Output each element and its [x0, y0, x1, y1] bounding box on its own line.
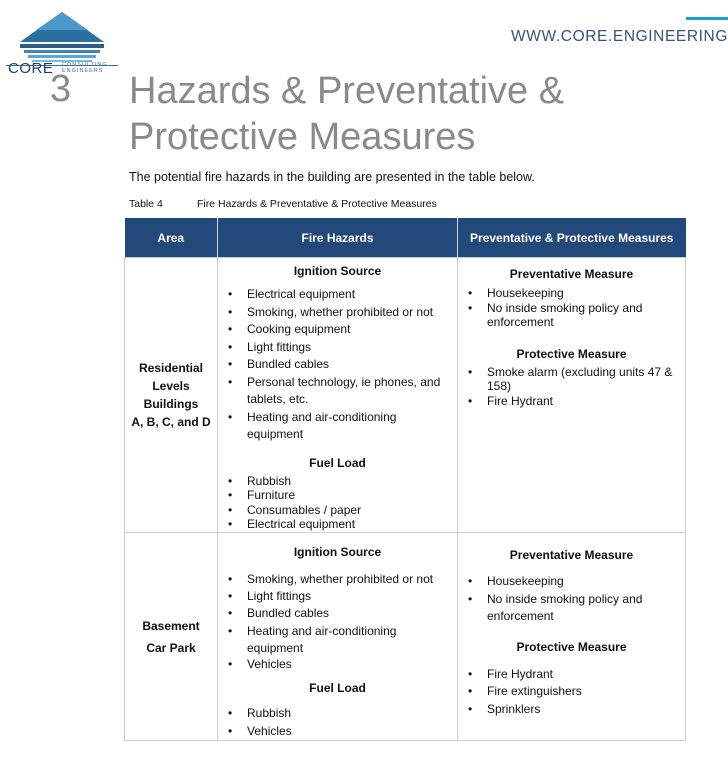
- list-item: • Bundled cables: [218, 356, 457, 374]
- header-accent-bar: [686, 17, 728, 20]
- list-item: • Rubbish: [218, 704, 457, 722]
- area-cell: Basement Car Park: [125, 533, 218, 741]
- ignition-list: [218, 286, 457, 444]
- fuel-list: [218, 704, 457, 740]
- table-caption-title: Fire Hazards & Preventative & Protective Measures: [197, 198, 437, 210]
- list-item: • Smoke alarm (excluding units 47 & 158): [458, 365, 685, 394]
- list-item: • Electrical equipment: [218, 517, 457, 532]
- list-item: • Light fittings: [218, 588, 457, 605]
- table-caption-label: Table 4: [129, 198, 163, 210]
- fuel-heading: Fuel Load: [309, 455, 366, 470]
- header-fire-hazards: Fire Hazards: [218, 218, 458, 258]
- list-item: • Heating and air-conditioning equipment: [218, 623, 457, 657]
- section-number: 3: [50, 68, 72, 110]
- list-item: • Smoking, whether prohibited or not: [218, 571, 457, 588]
- preventative-list: [458, 573, 685, 626]
- list-item: • Housekeeping: [458, 286, 685, 301]
- list-item: • Bundled cables: [218, 605, 457, 622]
- section-title: Hazards & Preventative & Protective Measures: [129, 70, 565, 158]
- fuel-heading: Fuel Load: [309, 681, 366, 696]
- fire-hazards-table: [124, 218, 686, 741]
- list-item: • Fire extinguishers: [458, 683, 685, 701]
- list-item: • Personal technology, ie phones, and tablets, etc.: [218, 374, 457, 409]
- measures-cell: [458, 258, 686, 533]
- fuel-list: [218, 474, 457, 532]
- list-item: • No inside smoking policy and enforcement: [458, 301, 685, 330]
- protective-heading: Protective Measure: [516, 346, 627, 361]
- list-item: • Electrical equipment: [218, 286, 457, 304]
- intro-paragraph: The potential fire hazards in the building are presented in the table below.: [129, 170, 535, 184]
- list-item: • Vehicles: [218, 722, 457, 740]
- header-measures: Preventative & Protective Measures: [458, 218, 686, 258]
- ignition-heading: Ignition Source: [293, 264, 382, 278]
- protective-heading: Protective Measure: [516, 639, 627, 654]
- hazards-cell: [218, 258, 458, 533]
- list-item: • No inside smoking policy and enforcement: [458, 591, 685, 626]
- ignition-heading: Ignition Source: [293, 545, 382, 559]
- table-row: [125, 533, 686, 741]
- measures-cell: [458, 533, 686, 741]
- website-url: WWW.CORE.ENGINEERING: [511, 28, 728, 45]
- ignition-list: [218, 571, 457, 671]
- list-item: • Consumables / paper: [218, 503, 457, 518]
- table-row: [125, 258, 686, 533]
- list-item: • Heating and air-conditioning equipment: [218, 409, 457, 444]
- header-area: Area: [125, 218, 218, 258]
- protective-list: [458, 365, 685, 409]
- table-caption: [129, 198, 437, 210]
- preventative-heading: Preventative Measure: [509, 267, 634, 281]
- list-item: • Sprinklers: [458, 701, 685, 719]
- list-item: • Vehicles: [218, 657, 457, 671]
- preventative-heading: Preventative Measure: [509, 548, 634, 562]
- hazards-cell: [218, 533, 458, 741]
- logo-tagline: CONSULTING ENGINEERS: [62, 62, 108, 74]
- list-item: • Fire Hydrant: [458, 394, 685, 409]
- preventative-list: [458, 286, 685, 330]
- list-item: • Furniture: [218, 488, 457, 503]
- list-item: • Rubbish: [218, 474, 457, 489]
- table-header-row: [125, 218, 686, 258]
- protective-list: [458, 666, 685, 719]
- list-item: • Smoking, whether prohibited or not: [218, 304, 457, 322]
- list-item: • Light fittings: [218, 339, 457, 357]
- logo-wordmark: CORE: [8, 60, 54, 77]
- list-item: • Cooking equipment: [218, 321, 457, 339]
- list-item: • Fire Hydrant: [458, 666, 685, 684]
- area-cell: Residential Levels Buildings A, B, C, and D: [125, 258, 218, 533]
- list-item: • Housekeeping: [458, 573, 685, 591]
